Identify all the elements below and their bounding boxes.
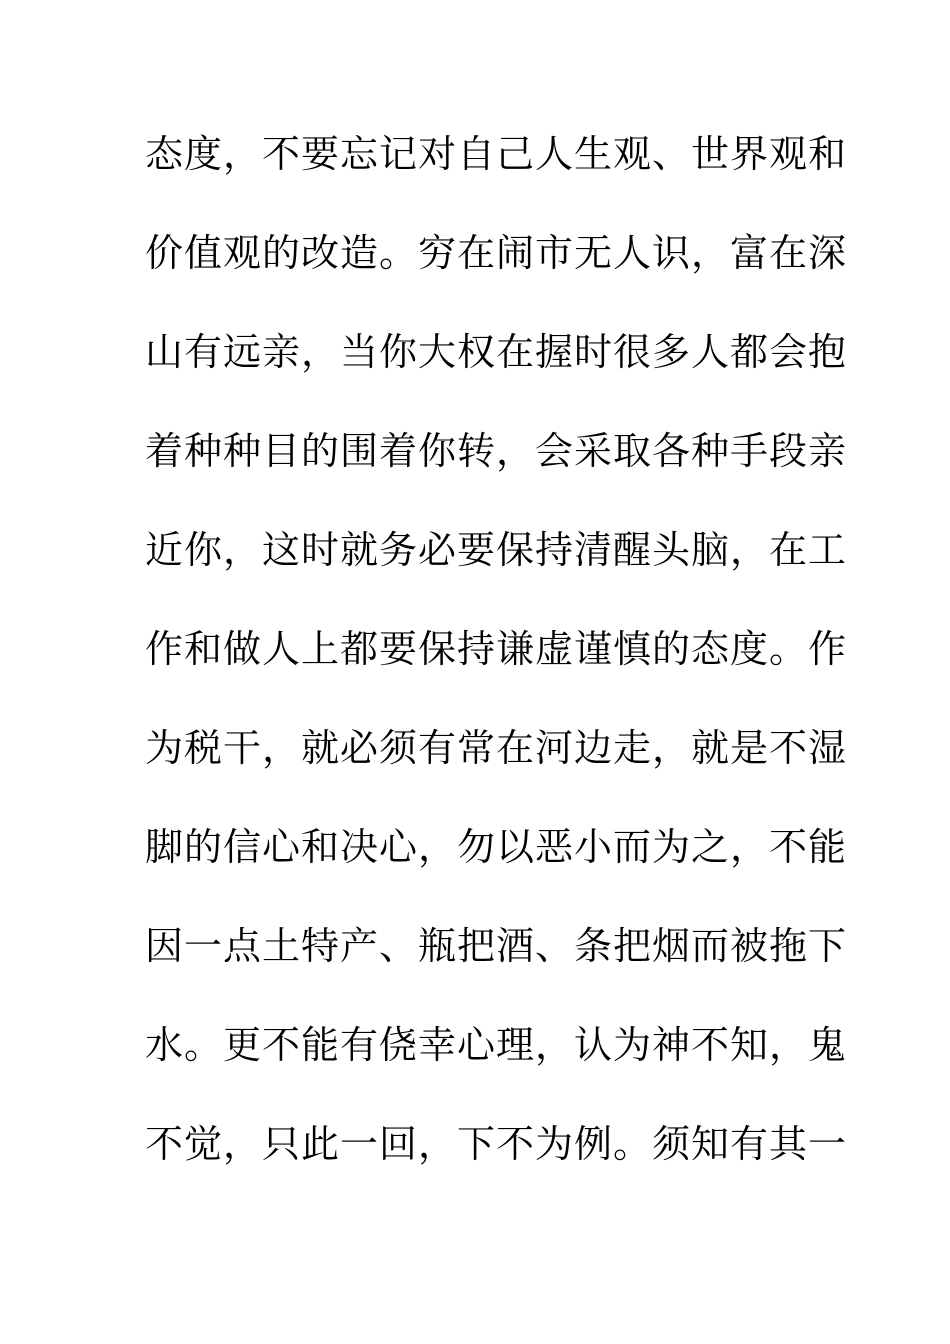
text-line: 不觉，只此一回，下不为例。须知有其一 (145, 1122, 848, 1166)
text-line: 作和做人上都要保持谦虚谨慎的态度。作 (145, 627, 848, 671)
text-line: 为税干，就必须有常在河边走，就是不湿 (145, 726, 848, 770)
text-line: 价值观的改造。穷在闹市无人识，富在深 (145, 231, 848, 275)
text-line: 因一点土特产、瓶把酒、条把烟而被拖下 (145, 924, 848, 968)
text-line: 山有远亲，当你大权在握时很多人都会抱 (145, 330, 848, 374)
text-line: 着种种目的围着你转，会采取各种手段亲 (145, 429, 848, 473)
text-line: 水。更不能有侥幸心理，认为神不知，鬼 (145, 1023, 848, 1067)
body-paragraph (145, 124, 848, 1213)
text-line: 态度，不要忘记对自己人生观、世界观和 (145, 132, 848, 176)
text-line: 脚的信心和决心，勿以恶小而为之，不能 (145, 825, 848, 869)
text-line: 近你，这时就务必要保持清醒头脑，在工 (145, 528, 848, 572)
